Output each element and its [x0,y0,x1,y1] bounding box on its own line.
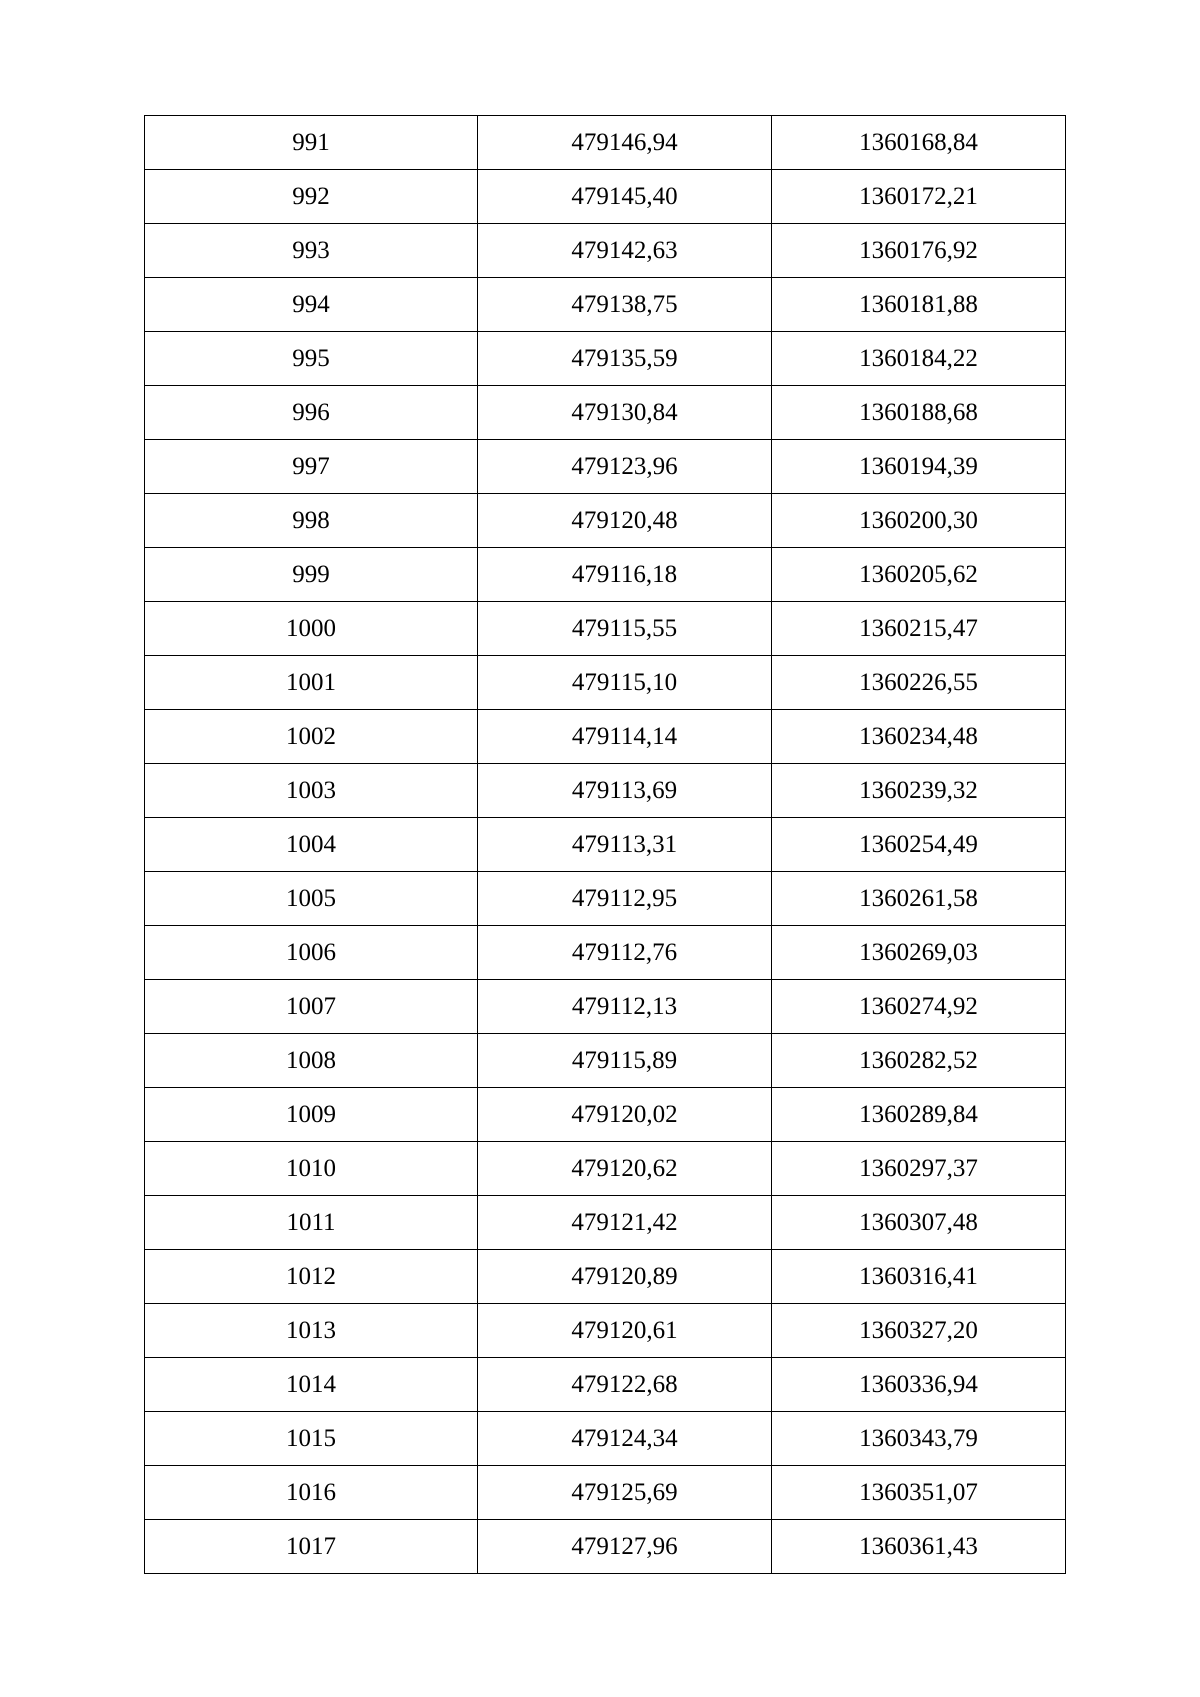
point-number-cell: 1010 [145,1142,478,1196]
table-row [145,818,1066,872]
x-coordinate-cell: 479122,68 [478,1358,772,1412]
y-coordinate-cell: 1360327,20 [772,1304,1066,1358]
point-number-cell: 1008 [145,1034,478,1088]
table-row [145,1358,1066,1412]
table-row [145,926,1066,980]
x-coordinate-cell: 479142,63 [478,224,772,278]
x-coordinate-cell: 479123,96 [478,440,772,494]
y-coordinate-cell: 1360274,92 [772,980,1066,1034]
coordinates-table [144,115,1066,1574]
y-coordinate-cell: 1360289,84 [772,1088,1066,1142]
table-row [145,602,1066,656]
table-row [145,656,1066,710]
x-coordinate-cell: 479112,95 [478,872,772,926]
table-row [145,710,1066,764]
table-row [145,872,1066,926]
table-row [145,1196,1066,1250]
y-coordinate-cell: 1360215,47 [772,602,1066,656]
y-coordinate-cell: 1360200,30 [772,494,1066,548]
x-coordinate-cell: 479112,13 [478,980,772,1034]
point-number-cell: 1011 [145,1196,478,1250]
point-number-cell: 1014 [145,1358,478,1412]
y-coordinate-cell: 1360297,37 [772,1142,1066,1196]
y-coordinate-cell: 1360282,52 [772,1034,1066,1088]
table-row [145,1412,1066,1466]
x-coordinate-cell: 479116,18 [478,548,772,602]
y-coordinate-cell: 1360307,48 [772,1196,1066,1250]
y-coordinate-cell: 1360239,32 [772,764,1066,818]
x-coordinate-cell: 479120,02 [478,1088,772,1142]
x-coordinate-cell: 479115,89 [478,1034,772,1088]
point-number-cell: 1001 [145,656,478,710]
point-number-cell: 1017 [145,1520,478,1574]
x-coordinate-cell: 479120,89 [478,1250,772,1304]
y-coordinate-cell: 1360184,22 [772,332,1066,386]
x-coordinate-cell: 479138,75 [478,278,772,332]
point-number-cell: 1005 [145,872,478,926]
point-number-cell: 1015 [145,1412,478,1466]
point-number-cell: 994 [145,278,478,332]
y-coordinate-cell: 1360168,84 [772,116,1066,170]
y-coordinate-cell: 1360226,55 [772,656,1066,710]
point-number-cell: 998 [145,494,478,548]
x-coordinate-cell: 479130,84 [478,386,772,440]
table-row [145,332,1066,386]
y-coordinate-cell: 1360269,03 [772,926,1066,980]
x-coordinate-cell: 479124,34 [478,1412,772,1466]
x-coordinate-cell: 479113,69 [478,764,772,818]
table-row [145,1088,1066,1142]
table-row [145,170,1066,224]
table-row [145,224,1066,278]
point-number-cell: 1002 [145,710,478,764]
point-number-cell: 993 [145,224,478,278]
table-row [145,764,1066,818]
y-coordinate-cell: 1360336,94 [772,1358,1066,1412]
table-row [145,440,1066,494]
table-row [145,278,1066,332]
table-row [145,494,1066,548]
point-number-cell: 1000 [145,602,478,656]
table-row [145,116,1066,170]
x-coordinate-cell: 479115,55 [478,602,772,656]
point-number-cell: 995 [145,332,478,386]
table-row [145,1304,1066,1358]
point-number-cell: 1009 [145,1088,478,1142]
x-coordinate-cell: 479127,96 [478,1520,772,1574]
y-coordinate-cell: 1360343,79 [772,1412,1066,1466]
table-row [145,1466,1066,1520]
point-number-cell: 1016 [145,1466,478,1520]
x-coordinate-cell: 479112,76 [478,926,772,980]
y-coordinate-cell: 1360172,21 [772,170,1066,224]
y-coordinate-cell: 1360316,41 [772,1250,1066,1304]
x-coordinate-cell: 479114,14 [478,710,772,764]
y-coordinate-cell: 1360181,88 [772,278,1066,332]
table-row [145,980,1066,1034]
table-row [145,1520,1066,1574]
point-number-cell: 992 [145,170,478,224]
y-coordinate-cell: 1360205,62 [772,548,1066,602]
table-row [145,1034,1066,1088]
table-row [145,386,1066,440]
point-number-cell: 991 [145,116,478,170]
point-number-cell: 1013 [145,1304,478,1358]
point-number-cell: 997 [145,440,478,494]
x-coordinate-cell: 479113,31 [478,818,772,872]
point-number-cell: 1006 [145,926,478,980]
x-coordinate-cell: 479120,48 [478,494,772,548]
x-coordinate-cell: 479145,40 [478,170,772,224]
x-coordinate-cell: 479115,10 [478,656,772,710]
y-coordinate-cell: 1360351,07 [772,1466,1066,1520]
point-number-cell: 996 [145,386,478,440]
y-coordinate-cell: 1360188,68 [772,386,1066,440]
point-number-cell: 1012 [145,1250,478,1304]
x-coordinate-cell: 479120,61 [478,1304,772,1358]
point-number-cell: 1003 [145,764,478,818]
point-number-cell: 999 [145,548,478,602]
y-coordinate-cell: 1360254,49 [772,818,1066,872]
x-coordinate-cell: 479135,59 [478,332,772,386]
table-row [145,1142,1066,1196]
coordinates-table-body [145,116,1066,1574]
y-coordinate-cell: 1360361,43 [772,1520,1066,1574]
x-coordinate-cell: 479125,69 [478,1466,772,1520]
point-number-cell: 1004 [145,818,478,872]
table-row [145,548,1066,602]
y-coordinate-cell: 1360176,92 [772,224,1066,278]
x-coordinate-cell: 479121,42 [478,1196,772,1250]
x-coordinate-cell: 479146,94 [478,116,772,170]
table-row [145,1250,1066,1304]
x-coordinate-cell: 479120,62 [478,1142,772,1196]
y-coordinate-cell: 1360234,48 [772,710,1066,764]
y-coordinate-cell: 1360261,58 [772,872,1066,926]
point-number-cell: 1007 [145,980,478,1034]
y-coordinate-cell: 1360194,39 [772,440,1066,494]
